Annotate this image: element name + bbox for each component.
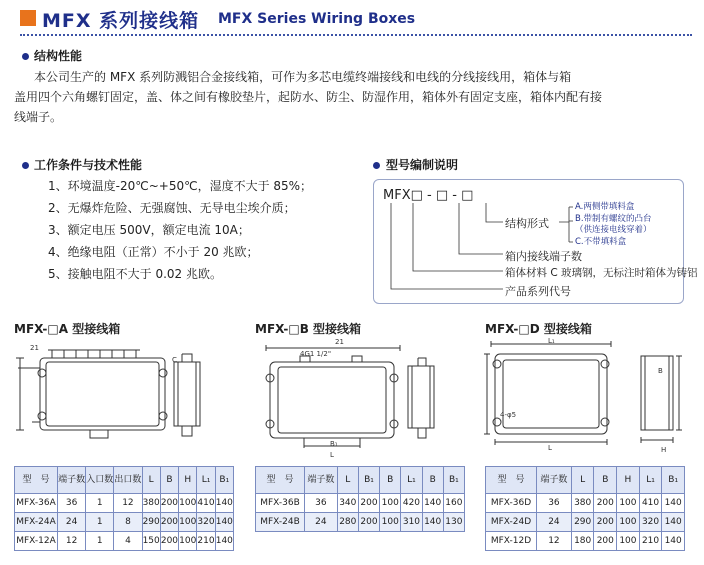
table-header: 出口数: [114, 467, 142, 494]
table-cell: 200: [594, 532, 617, 551]
table-cell: 290: [571, 513, 594, 532]
table-cell: 100: [380, 513, 401, 532]
table-header: L₁: [401, 467, 422, 494]
table-cell: 8: [114, 513, 142, 532]
form-a-label: A.两侧带填料盒: [575, 202, 635, 212]
table-cell: MFX-24D: [486, 513, 537, 532]
table-cell: 200: [358, 513, 379, 532]
structure-form-label: 结构形式: [505, 217, 549, 230]
table-cell: 1: [86, 513, 114, 532]
table-cell: 12: [537, 532, 572, 551]
form-b-label: B.带制有螺纹的凸台: [575, 214, 652, 224]
structure-line-1: 本公司生产的 MFX 系列防溅铝合金接线箱，可作为多芯电缆终端接线和电线的分线接线用，箱体与箱: [34, 70, 572, 84]
bullet-icon: [373, 162, 380, 169]
table-cell: 200: [358, 494, 379, 513]
table-cell: 380: [142, 494, 160, 513]
table-cell: 410: [639, 494, 662, 513]
table-cell: 100: [617, 532, 640, 551]
table-header: 型 号: [486, 467, 537, 494]
table-header: B: [422, 467, 443, 494]
table-header: L₁: [197, 467, 215, 494]
table-row: [256, 494, 465, 513]
table-cell: 160: [443, 494, 464, 513]
table-cell: 12: [58, 532, 86, 551]
material-label: 箱体材料 C 玻璃钢，无标注时箱体为铸铝: [505, 267, 698, 279]
model-a-table: [14, 466, 234, 551]
drawing-d-l1: L₁: [548, 337, 555, 345]
table-cell: 150: [142, 532, 160, 551]
table-cell: MFX-12D: [486, 532, 537, 551]
table-cell: 200: [160, 532, 178, 551]
table-cell: MFX-24B: [256, 513, 305, 532]
table-cell: 4: [114, 532, 142, 551]
table-cell: 1: [86, 532, 114, 551]
table-cell: 210: [197, 532, 215, 551]
structure-line-3: 线端子。: [14, 110, 63, 124]
table-cell: 100: [179, 513, 197, 532]
condition-item: 1、环境温度-20℃~+50℃，湿度不大于 85%；: [48, 179, 313, 193]
table-cell: 1: [86, 494, 114, 513]
table-cell: MFX-24A: [15, 513, 58, 532]
table-cell: 36: [58, 494, 86, 513]
drawing-d-b: B: [658, 367, 663, 375]
table-cell: 320: [639, 513, 662, 532]
table-cell: 320: [197, 513, 215, 532]
table-row: [486, 513, 685, 532]
drawing-b-l: L: [330, 451, 334, 459]
table-cell: 180: [571, 532, 594, 551]
table-cell: 36: [305, 494, 338, 513]
model-d-table: [485, 466, 685, 551]
drawing-d-h: H: [661, 446, 667, 454]
table-header: B₁: [443, 467, 464, 494]
series-label: 产品系列代号: [505, 285, 571, 298]
table-cell: MFX-12A: [15, 532, 58, 551]
table-header: B: [380, 467, 401, 494]
table-row: [256, 513, 465, 532]
table-cell: 200: [160, 494, 178, 513]
table-header: 端子数: [537, 467, 572, 494]
table-header: B: [594, 467, 617, 494]
table-header: L: [142, 467, 160, 494]
table-cell: 410: [197, 494, 215, 513]
table-cell: 100: [380, 494, 401, 513]
page-title-en: MFX Series Wiring Boxes: [218, 11, 416, 27]
table-header: B₁: [358, 467, 379, 494]
table-header: L: [571, 467, 594, 494]
table-header: H: [617, 467, 640, 494]
table-cell: 280: [337, 513, 358, 532]
bullet-icon: [22, 53, 29, 60]
drawing-a-side: C: [172, 356, 177, 364]
table-cell: 24: [305, 513, 338, 532]
table-cell: 420: [401, 494, 422, 513]
table-header: L: [337, 467, 358, 494]
condition-item: 4、绝缘电阻（正常）不小于 20 兆欧；: [48, 245, 259, 259]
table-cell: 140: [215, 532, 233, 551]
model-a-title: MFX-□A 型接线箱: [14, 322, 121, 336]
table-cell: 210: [639, 532, 662, 551]
terminals-label: 箱内接线端子数: [505, 250, 582, 263]
table-header: 入口数: [86, 467, 114, 494]
drawing-d-l: L: [548, 444, 552, 452]
table-header: H: [179, 467, 197, 494]
table-cell: 36: [537, 494, 572, 513]
table-cell: 140: [422, 513, 443, 532]
table-header: B₁: [662, 467, 685, 494]
condition-item: 2、无爆炸危险、无强腐蚀、无导电尘埃介质；: [48, 201, 296, 215]
table-header: 型 号: [15, 467, 58, 494]
table-cell: 380: [571, 494, 594, 513]
form-c-label: C.不带填料盒: [575, 237, 627, 247]
table-cell: 200: [594, 513, 617, 532]
table-row: [486, 494, 685, 513]
table-header: B: [160, 467, 178, 494]
table-cell: 140: [662, 532, 685, 551]
table-cell: 140: [662, 513, 685, 532]
table-cell: 100: [617, 513, 640, 532]
table-cell: 140: [662, 494, 685, 513]
table-row: [15, 532, 234, 551]
table-cell: 130: [443, 513, 464, 532]
table-header: B₁: [215, 467, 233, 494]
table-cell: 140: [422, 494, 443, 513]
table-cell: 24: [537, 513, 572, 532]
table-cell: MFX-36A: [15, 494, 58, 513]
structure-title: 结构性能: [34, 49, 83, 63]
table-cell: 340: [337, 494, 358, 513]
table-cell: 140: [215, 494, 233, 513]
table-cell: 140: [215, 513, 233, 532]
model-b-title: MFX-□B 型接线箱: [255, 322, 362, 336]
table-cell: 100: [617, 494, 640, 513]
page-title-cn: MFX 系列接线箱: [42, 10, 200, 32]
table-header: 端子数: [58, 467, 86, 494]
table-header: 型 号: [256, 467, 305, 494]
drawing-b-b1: B₁: [330, 440, 338, 448]
conditions-title: 工作条件与技术性能: [34, 158, 143, 172]
table-row: [15, 513, 234, 532]
drawing-b-dim: 21: [335, 338, 344, 346]
model-d-drawing: [483, 336, 693, 456]
model-a-drawing: [12, 340, 242, 452]
table-cell: MFX-36B: [256, 494, 305, 513]
header-square-icon: [20, 10, 36, 26]
drawing-a-dim: 21: [30, 344, 39, 352]
table-header: 端子数: [305, 467, 338, 494]
table-row: [15, 494, 234, 513]
table-cell: 290: [142, 513, 160, 532]
condition-item: 3、额定电压 500V，额定电流 10A；: [48, 223, 250, 237]
condition-item: 5、接触电阻不大于 0.02 兆欧。: [48, 267, 222, 281]
table-cell: 12: [114, 494, 142, 513]
table-cell: 200: [160, 513, 178, 532]
table-cell: MFX-36D: [486, 494, 537, 513]
table-cell: 100: [179, 532, 197, 551]
table-cell: 310: [401, 513, 422, 532]
model-b-table: [255, 466, 465, 532]
model-code-string: MFX□ - □ - □: [383, 188, 474, 203]
table-row: [486, 532, 685, 551]
bullet-icon: [22, 162, 29, 169]
table-cell: 200: [594, 494, 617, 513]
model-code-title: 型号编制说明: [386, 158, 459, 172]
drawing-b-top: 4G1 1/2": [300, 350, 332, 358]
table-cell: 24: [58, 513, 86, 532]
form-b2-label: （供连接电线穿着）: [575, 225, 652, 235]
model-d-title: MFX-□D 型接线箱: [485, 322, 592, 336]
table-cell: 100: [179, 494, 197, 513]
header-divider: [20, 34, 692, 36]
drawing-d-phi: 4-φ5: [500, 411, 517, 419]
structure-line-2: 盖用四个六角螺钉固定，盖、体之间有橡胶垫片，起防水、防尘、防湿作用，箱体外有固定支座，箱体内配有接: [14, 90, 603, 104]
model-b-drawing: [252, 336, 482, 456]
table-header: L₁: [639, 467, 662, 494]
